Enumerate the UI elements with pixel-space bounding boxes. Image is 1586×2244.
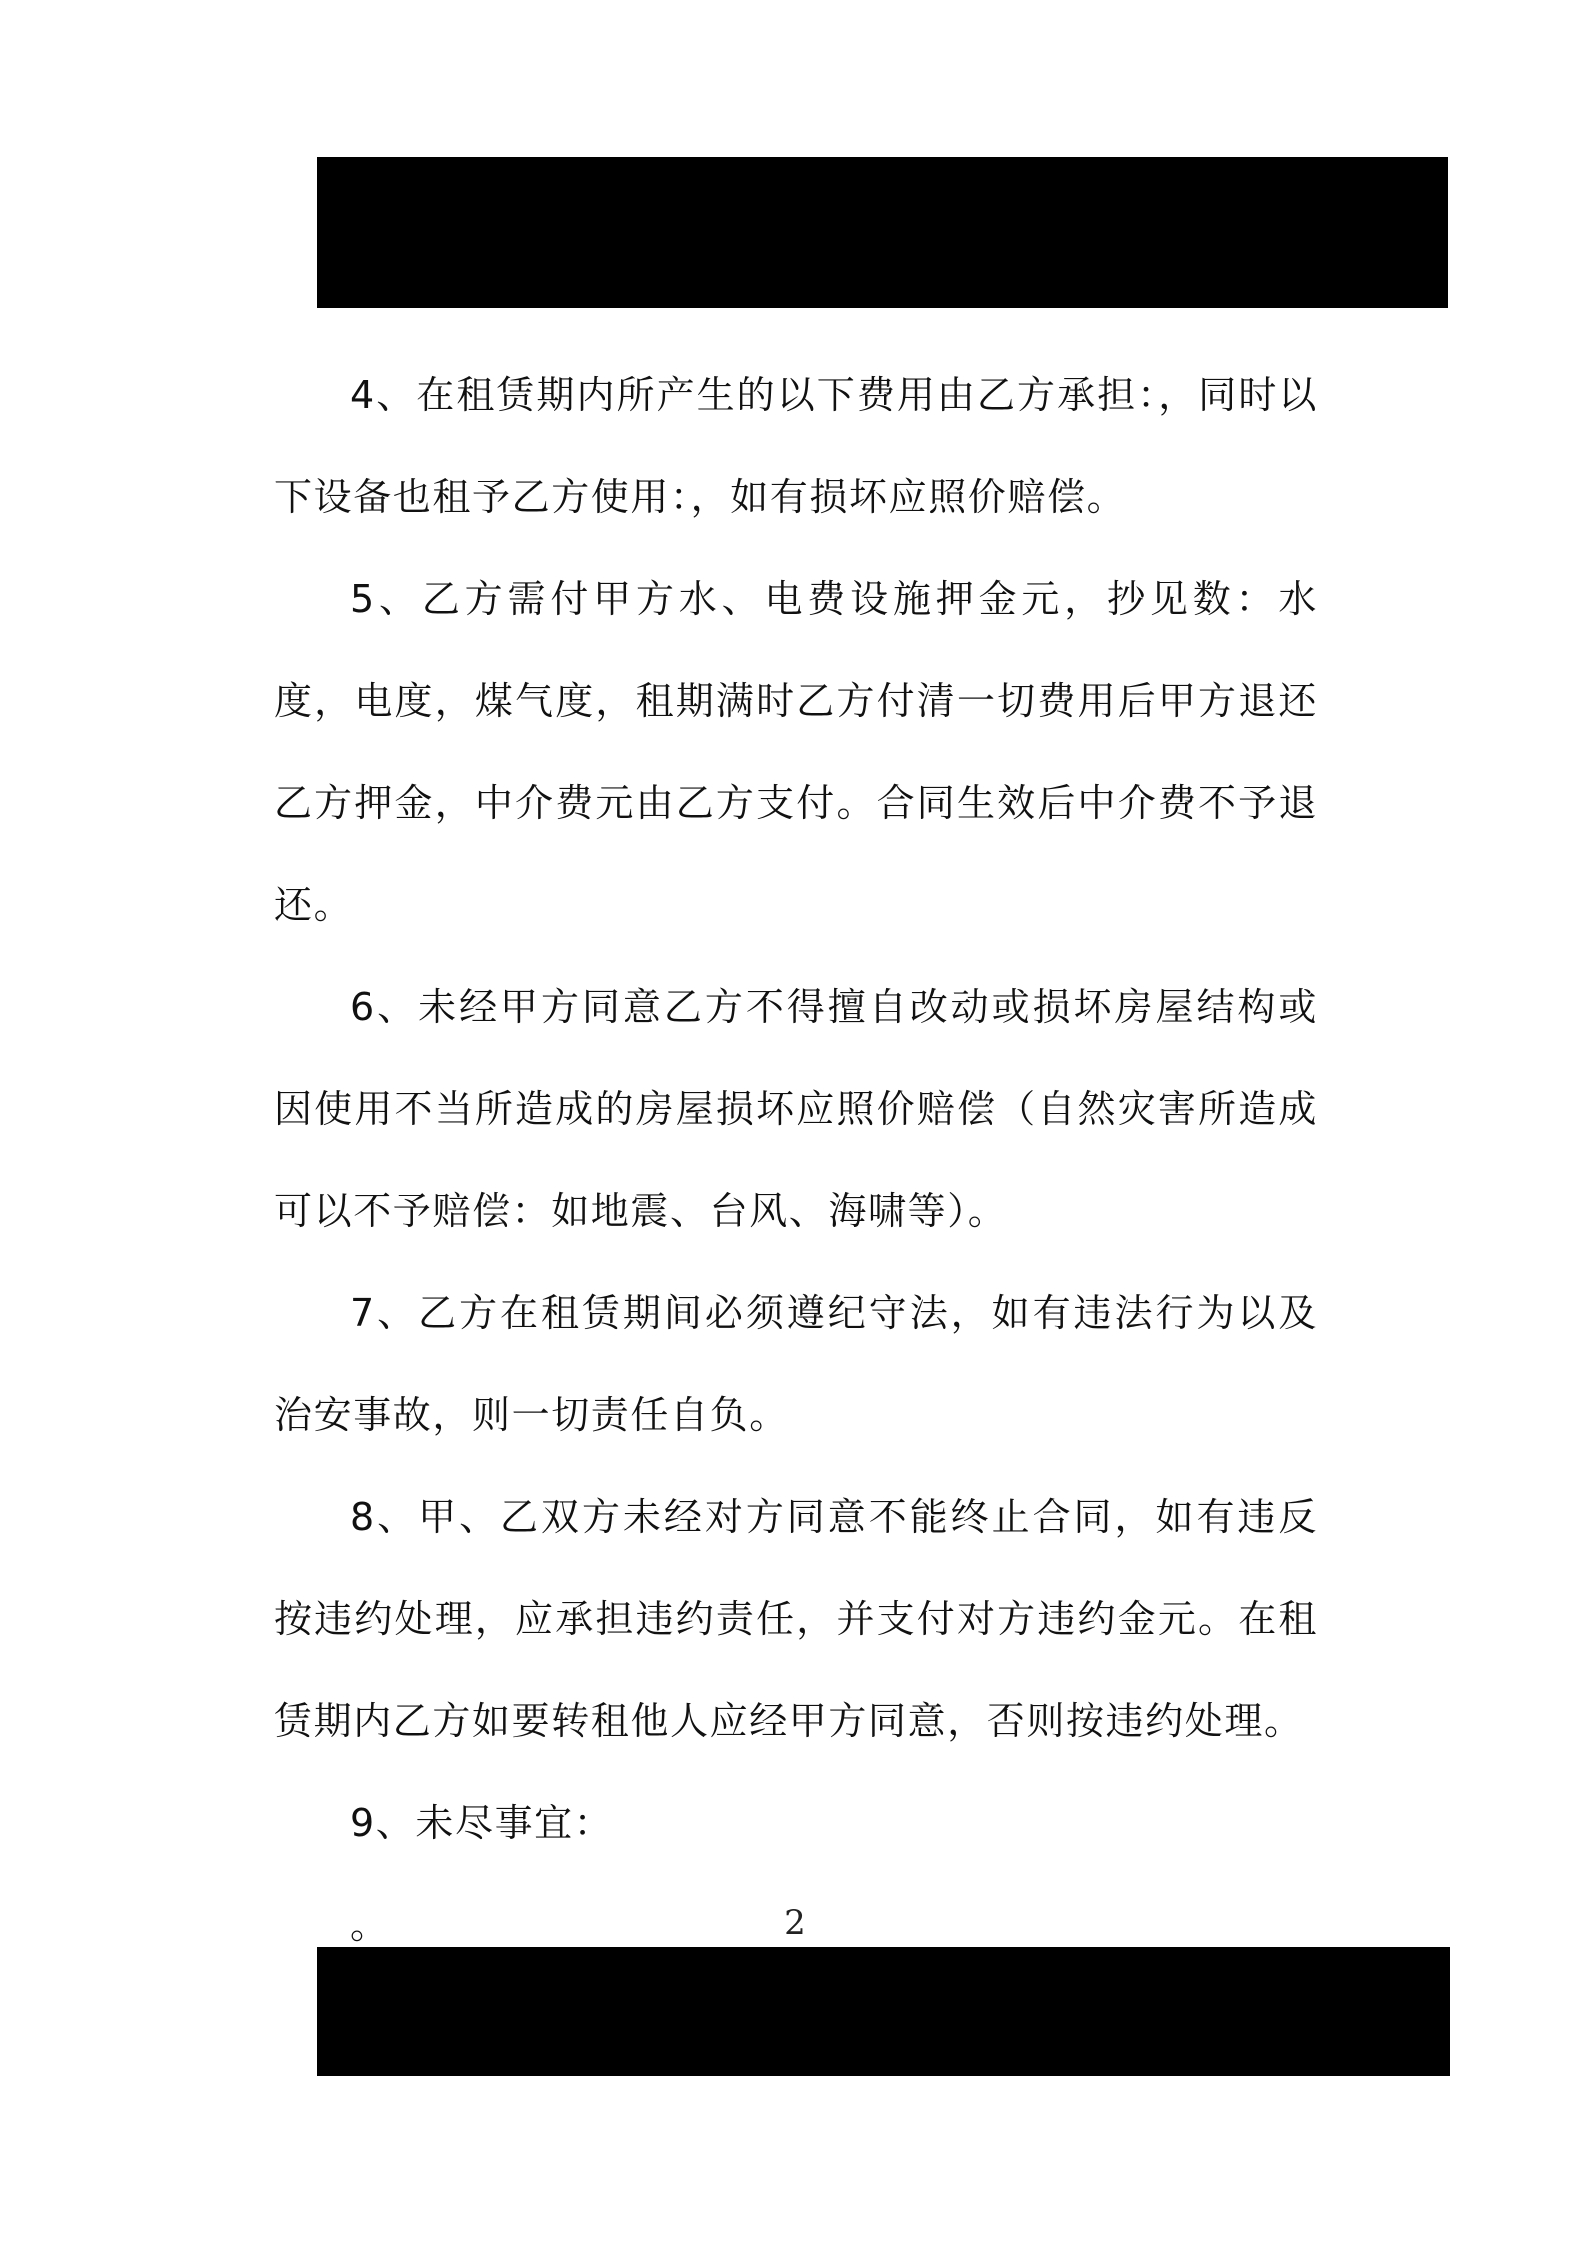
clause-9: 9、未尽事宜： xyxy=(350,1801,614,1845)
footer-redaction-bar xyxy=(317,1947,1450,2076)
clause-6: 6、未经甲方同意乙方不得擅自改动或损坏房屋结构或因使用不当所造成的房屋损坏应照价赔偿（自然灾害所造成可以不予赔偿：如地震、台风、海啸等）。 xyxy=(274,985,1318,1233)
clause-8: 8、甲、乙双方未经对方同意不能终止合同，如有违反按违约处理，应承担违约责任，并支付对方违约金元。在租赁期内乙方如要转租他人应经甲方同意，否则按违约处理。 xyxy=(274,1495,1318,1743)
header-redaction-bar xyxy=(317,157,1448,308)
contract-body xyxy=(274,344,1318,1976)
clause-9-content: 。 xyxy=(350,1903,390,1947)
clause-4: 4、在租赁期内所产生的以下费用由乙方承担：，同时以下设备也租予乙方使用：，如有损坏应照价赔偿。 xyxy=(274,373,1318,519)
clause-7: 7、乙方在租赁期间必须遵纪守法，如有违法行为以及治安事故，则一切责任自负。 xyxy=(274,1291,1318,1437)
clause-5: 5、乙方需付甲方水、电费设施押金元，抄见数：水度，电度，煤气度，租期满时乙方付清一切费用后甲方退还乙方押金，中介费元由乙方支付。合同生效后中介费不予退还。 xyxy=(274,577,1318,927)
page-number: 2 xyxy=(784,1903,806,1943)
